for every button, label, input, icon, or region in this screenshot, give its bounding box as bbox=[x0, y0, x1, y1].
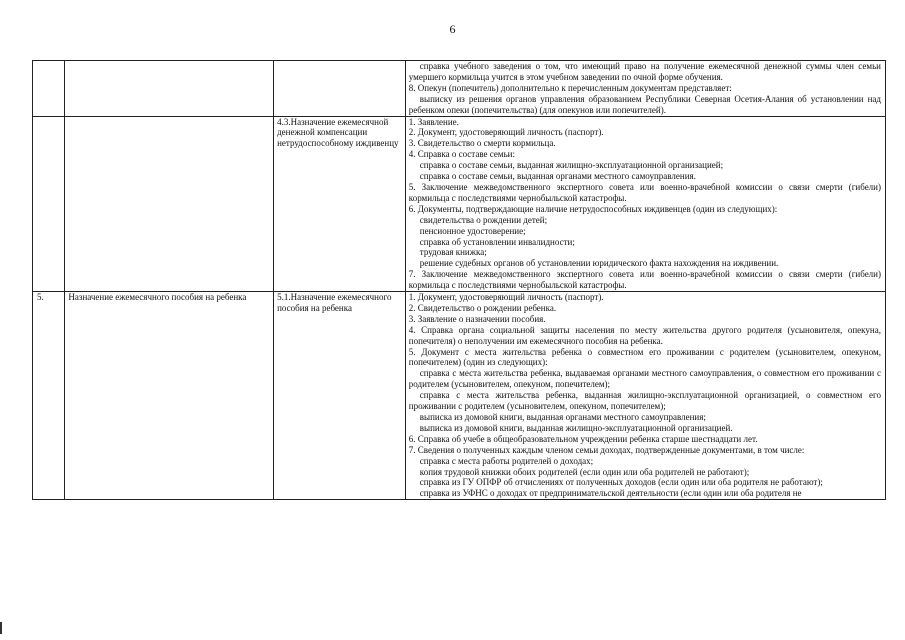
document-item: 4. Справка органа социальной защиты населения по месту жительства другого родителя (усыновителя, опекуна, попечителя) о неполучении им ежемесячного пособия на ребенка. bbox=[408, 324, 881, 346]
documents-list-cell bbox=[405, 116, 885, 292]
document-item: выписка из домовой книги, выданная жилищно-эксплуатационной организацией. bbox=[419, 422, 733, 433]
service-name-cell bbox=[65, 61, 274, 117]
document-item: 5. Заключение межведомственного экспертного совета или военно-врачебной комиссии о связи смерти (гибели) кормильца с последствиями чернобыльской катастрофы. bbox=[408, 181, 881, 203]
document-item: трудовая книжка; bbox=[419, 247, 487, 258]
document-item: справка учебного заведения о том, что имеющий право на получение ежемесячной денежной суммы член семьи умершего кормильца учится в этом учебном заведении по очной форме обучения. bbox=[408, 61, 881, 82]
document-item: 8. Опекун (попечитель) дополнительно к перечисленным документам представляет: bbox=[408, 82, 732, 93]
documents-list-cell bbox=[405, 292, 885, 500]
document-item: 3. Заявление о назначении пособия. bbox=[408, 313, 546, 324]
documents-table bbox=[32, 60, 886, 500]
documents-list-cell bbox=[405, 61, 885, 117]
document-item: 2. Документ, удостоверяющий личность (паспорт). bbox=[408, 127, 604, 138]
subservice-name-cell: 4.3.Назначение ежемесячной денежной компенсации нетрудоспособному иждивенцу bbox=[274, 116, 406, 292]
document-item: выписку из решения органов управления образованием Республики Северная Осетия-Алания об установлении над ребенком опеки (попечительства) (для опекунов или попечителей). bbox=[408, 93, 881, 115]
document-item: свидетельства о рождении детей; bbox=[419, 214, 548, 225]
document-item: справка с места жительства ребенка, выданная жилищно-эксплуатационной организацией, о совместном его проживании с родителем (усыновителем, опекуном, попечителем); bbox=[408, 390, 881, 412]
document-item: справка с места работы родителей о доходах; bbox=[419, 455, 594, 466]
page-number: 6 bbox=[449, 22, 456, 36]
table-row bbox=[33, 292, 886, 500]
document-item: справка из УФНС о доходах от предпринимательской деятельности (если один или оба родителя не bbox=[419, 488, 802, 499]
document-item: 7. Заключение межведомственного экспертного совета или военно-врачебной комиссии о связи смерти (гибели) кормильца с последствиями чернобыльской катастрофы. bbox=[408, 269, 881, 291]
document-item: справка из ГУ ОПФР об отчислениях от полученных доходов (если один или оба родителя не работают); bbox=[419, 477, 823, 488]
document-item: 2. Свидетельство о рождении ребенка. bbox=[408, 302, 557, 313]
document-item: 7. Сведения о полученных каждым членом семьи доходах, подтвержденные документами, в том числе: bbox=[408, 444, 805, 455]
service-name-cell: Назначение ежемесячного пособия на ребенка bbox=[65, 292, 274, 500]
table-row bbox=[33, 61, 886, 117]
table-row bbox=[33, 116, 886, 292]
document-item: 1. Заявление. bbox=[408, 116, 459, 127]
document-item: справка об установлении инвалидности; bbox=[419, 236, 575, 247]
document-item: 4. Справка о составе семьи: bbox=[408, 149, 515, 160]
document-item: выписка из домовой книги, выданная органами местного самоуправления; bbox=[419, 412, 706, 422]
document-item: 6. Документы, подтверждающие наличие нетрудоспособных иждивенцев (один из следующих): bbox=[408, 203, 778, 214]
subservice-name-cell bbox=[274, 61, 406, 117]
document-item: копия трудовой книжки обоих родителей (если один или оба родителей не работают); bbox=[419, 466, 750, 477]
scan-edge-mark bbox=[0, 622, 2, 634]
document-item: 6. Справка об учебе в общеобразовательном учреждении ребенка старше шестнадцати лет. bbox=[408, 433, 758, 444]
document-item: пенсионное удостоверение; bbox=[419, 225, 526, 236]
document-item: 5. Документ с места жительства ребенка о совместном его проживании с родителем (усыновителем, опекуном, попечителем) (один из следующих): bbox=[408, 346, 881, 368]
document-item: решение судебных органов об установлении юридического факта нахождения на иждивении. bbox=[419, 258, 779, 269]
row-number-cell bbox=[33, 61, 65, 117]
document-item: 3. Свидетельство о смерти кормильца. bbox=[408, 138, 556, 149]
subservice-name-cell: 5.1.Назначение ежемесячного пособия на ребенка bbox=[274, 292, 406, 500]
documents-table-body bbox=[33, 61, 886, 500]
document-item: справка о составе семьи, выданная органами местного самоуправления. bbox=[419, 171, 696, 182]
row-number-cell: 5. bbox=[33, 292, 65, 500]
service-name-cell bbox=[65, 116, 274, 292]
row-number-cell bbox=[33, 116, 65, 292]
document-item: 1. Документ, удостоверяющий личность (паспорт). bbox=[408, 292, 604, 303]
document-item: справка с места жительства ребенка, выдаваемая органами местного самоуправления, о совместном его проживании с родителем (усыновителем, опекуном, попечителем); bbox=[408, 368, 881, 390]
document-item: справка о составе семьи, выданная жилищно-эксплуатационной организацией; bbox=[419, 160, 724, 171]
